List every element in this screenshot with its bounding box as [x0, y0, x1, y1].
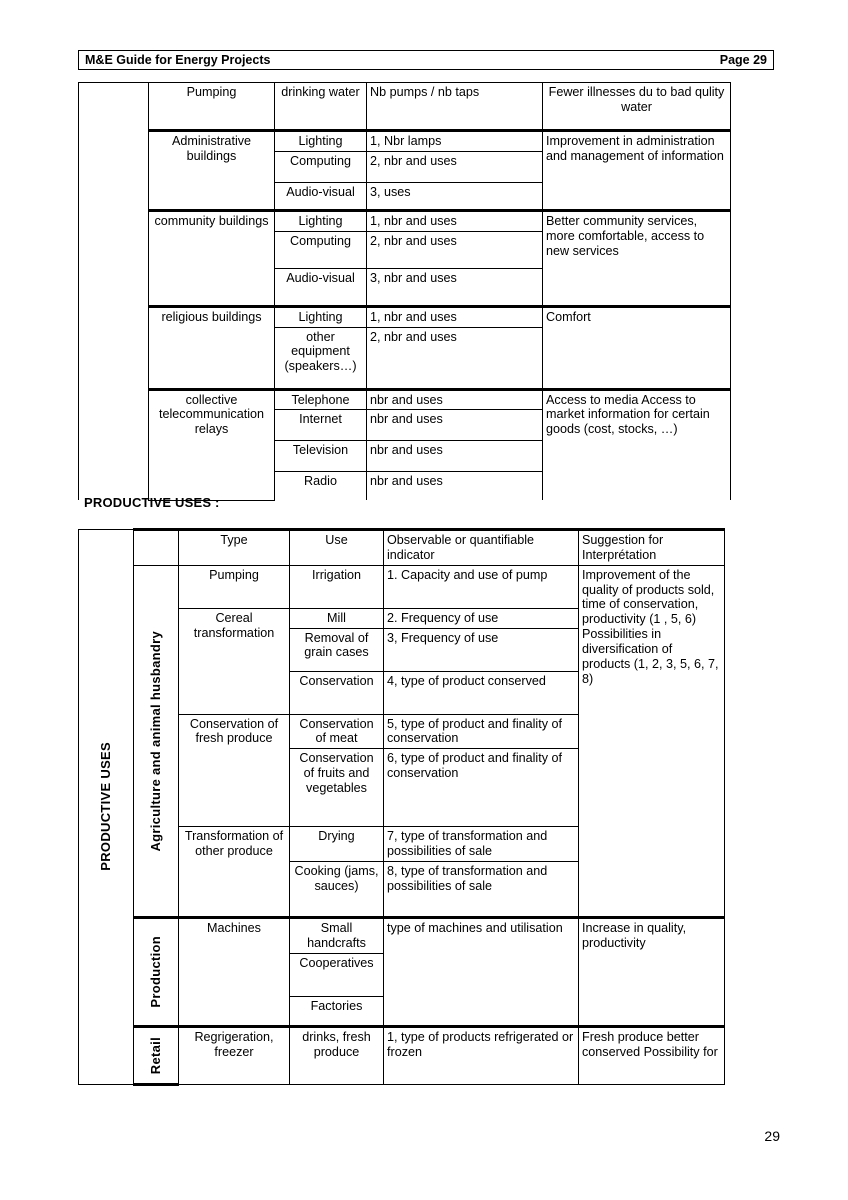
header-document-title: M&E Guide for Energy Projects [85, 53, 271, 67]
utilities-use-cell: drinking water [275, 83, 367, 131]
use-cell: Small handcrafts [290, 918, 384, 954]
group-label-cell-agriculture [134, 565, 179, 917]
utilities-indicator-cell: nbr and uses [367, 441, 543, 472]
column-header-use: Use [290, 530, 384, 566]
indicator-cell: 1, type of products refrigerated or frozen [384, 1026, 579, 1084]
utilities-use-cell: Audio-visual [275, 182, 367, 210]
interpretation-cell-agriculture: Improvement of the quality of products sold, time of conservation, productivity (1 , 5, 6) Possibilities in diversification of products (1, 2, 3, 5, 6, 7, 8) [579, 565, 725, 917]
indicator-cell: 1. Capacity and use of pump [384, 565, 579, 608]
productive-uses-side-label: PRODUCTIVE USES [98, 742, 114, 872]
column-header-indicator: Observable or quantifiable indicator [384, 530, 579, 566]
use-cell: Irrigation [290, 565, 384, 608]
utilities-interpretation-cell: Fewer illnesses du to bad qulity water [543, 83, 731, 131]
type-cell: Regrigeration, freezer [179, 1026, 290, 1084]
indicator-cell: type of machines and utilisation [384, 918, 579, 1027]
use-cell: Mill [290, 608, 384, 628]
utilities-use-cell: Television [275, 441, 367, 472]
utilities-indicator-cell: 2, nbr and uses [367, 327, 543, 389]
table-row [79, 83, 731, 131]
productive-uses-table [78, 528, 725, 1086]
interpretation-cell-production: Increase in quality, productivity [579, 918, 725, 1027]
use-cell: Cooperatives [290, 953, 384, 996]
use-cell: Drying [290, 827, 384, 862]
utilities-indicator-cell: nbr and uses [367, 410, 543, 441]
table-row [79, 131, 731, 152]
group-header-spacer [134, 530, 179, 566]
utilities-indicator-cell: 1, nbr and uses [367, 306, 543, 327]
utilities-indicator-cell: nbr and uses [367, 472, 543, 501]
indicator-cell: 8, type of transformation and possibilities of sale [384, 862, 579, 918]
utilities-interpretation-cell: Access to media Access to market information for certain goods (cost, stocks, …) [543, 389, 731, 500]
utilities-type-cell: Pumping [149, 83, 275, 131]
group-label-retail: Retail [148, 1036, 164, 1074]
utilities-spacer-cell [79, 83, 149, 501]
utilities-interpretation-cell: Improvement in administration and management of information [543, 131, 731, 211]
group-label-cell-retail [134, 1026, 179, 1084]
utilities-use-cell: Computing [275, 151, 367, 182]
indicator-cell: 3, Frequency of use [384, 628, 579, 671]
interpretation-cell-retail: Fresh produce better conserved Possibility for [579, 1026, 725, 1084]
utilities-use-cell: other equipment (speakers…) [275, 327, 367, 389]
header-page-label: Page 29 [719, 53, 767, 67]
utilities-interpretation-cell: Better community services, more comfortable, access to new services [543, 210, 731, 306]
utilities-indicator-cell: Nb pumps / nb taps [367, 83, 543, 131]
table-row [79, 1026, 725, 1084]
column-header-interpretation: Suggestion for Interprétation [579, 530, 725, 566]
utilities-indicator-cell: 3, nbr and uses [367, 268, 543, 306]
table-row [79, 918, 725, 954]
use-cell: Conservation of fruits and vegetables [290, 749, 384, 827]
utilities-use-cell: Lighting [275, 210, 367, 231]
type-cell: Pumping [179, 565, 290, 608]
utilities-use-cell: Lighting [275, 306, 367, 327]
use-cell: drinks, fresh produce [290, 1026, 384, 1084]
use-cell: Conservation of meat [290, 714, 384, 749]
page-number: 29 [764, 1128, 780, 1144]
utilities-use-cell: Radio [275, 472, 367, 501]
utilities-type-cell: religious buildings [149, 306, 275, 389]
utilities-use-cell: Telephone [275, 389, 367, 410]
indicator-cell: 2. Frequency of use [384, 608, 579, 628]
table-header-row [79, 530, 725, 566]
table-row [79, 306, 731, 327]
utilities-indicator-cell: 2, nbr and uses [367, 151, 543, 182]
running-header [78, 50, 774, 70]
group-label-agriculture: Agriculture and animal husbandry [148, 630, 164, 852]
utilities-use-cell: Audio-visual [275, 268, 367, 306]
column-header-type: Type [179, 530, 290, 566]
indicator-cell: 5, type of product and finality of conservation [384, 714, 579, 749]
utilities-type-cell: community buildings [149, 210, 275, 306]
type-cell: Transformation of other produce [179, 827, 290, 918]
utilities-indicator-cell: 1, Nbr lamps [367, 131, 543, 152]
utilities-indicator-cell: 3, uses [367, 182, 543, 210]
utilities-table [78, 82, 731, 501]
utilities-indicator-cell: nbr and uses [367, 389, 543, 410]
type-cell: Cereal transformation [179, 608, 290, 714]
utilities-type-cell: Administrative buildings [149, 131, 275, 211]
group-label-cell-production [134, 918, 179, 1027]
utilities-indicator-cell: 1, nbr and uses [367, 210, 543, 231]
productive-uses-side-label-cell [79, 530, 134, 1085]
utilities-use-cell: Lighting [275, 131, 367, 152]
section-caption-productive-uses: PRODUCTIVE USES : [84, 495, 220, 510]
table-row [79, 210, 731, 231]
utilities-use-cell: Internet [275, 410, 367, 441]
use-cell: Cooking (jams, sauces) [290, 862, 384, 918]
use-cell: Removal of grain cases [290, 628, 384, 671]
group-label-production: Production [148, 936, 164, 1008]
use-cell: Factories [290, 996, 384, 1026]
table-row [79, 389, 731, 410]
use-cell: Conservation [290, 671, 384, 714]
indicator-cell: 6, type of product and finality of conservation [384, 749, 579, 827]
utilities-type-cell: collective telecommunication relays [149, 389, 275, 500]
type-cell: Conservation of fresh produce [179, 714, 290, 827]
table-row [79, 565, 725, 608]
indicator-cell: 7, type of transformation and possibilities of sale [384, 827, 579, 862]
type-cell: Machines [179, 918, 290, 1027]
utilities-interpretation-cell: Comfort [543, 306, 731, 389]
utilities-use-cell: Computing [275, 231, 367, 268]
utilities-indicator-cell: 2, nbr and uses [367, 231, 543, 268]
indicator-cell: 4, type of product conserved [384, 671, 579, 714]
